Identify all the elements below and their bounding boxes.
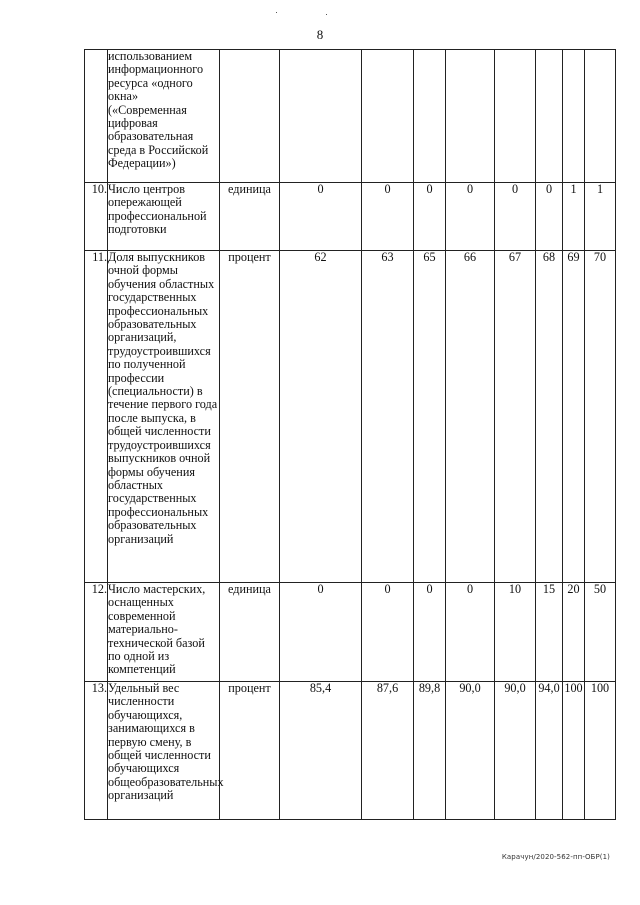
value-cell: 1 — [585, 183, 616, 251]
scan-speck — [276, 12, 277, 13]
value-cell: 10 — [495, 583, 536, 682]
indicator-name: Число мастерских, оснащенных современной материально-технической базой по одной из компетенций — [108, 583, 220, 682]
value-cell: 69 — [563, 251, 585, 583]
value-cell: 94,0 — [536, 682, 563, 820]
value-cell — [495, 50, 536, 183]
unit-cell: единица — [220, 583, 280, 682]
value-cell: 87,6 — [362, 682, 414, 820]
value-cell: 0 — [414, 583, 446, 682]
row-number — [85, 50, 108, 183]
value-cell: 0 — [446, 583, 495, 682]
value-cell — [563, 50, 585, 183]
value-cell — [536, 50, 563, 183]
scan-speck — [326, 14, 327, 15]
value-cell: 0 — [280, 583, 362, 682]
unit-cell: процент — [220, 251, 280, 583]
row-number: 10. — [85, 183, 108, 251]
value-cell — [414, 50, 446, 183]
indicator-name: Число центров опережающей профессиональной подготовки — [108, 183, 220, 251]
unit-cell — [220, 50, 280, 183]
value-cell: 65 — [414, 251, 446, 583]
value-cell: 0 — [536, 183, 563, 251]
value-cell: 68 — [536, 251, 563, 583]
value-cell: 0 — [280, 183, 362, 251]
table-row — [85, 50, 616, 183]
value-cell — [585, 50, 616, 183]
value-cell: 0 — [362, 183, 414, 251]
value-cell: 100 — [585, 682, 616, 820]
value-cell: 20 — [563, 583, 585, 682]
indicator-name: Удельный вес численности обучающихся, занимающихся в первую смену, в общей численности обучающихся общеобразовательных организаций — [108, 682, 220, 820]
indicator-name: Доля выпускников очной формы обучения областных государственных профессиональных образовательных организаций, трудоустроившихся по полученной профессии (специальности) в течение первого года после выпуска, в общей численности трудоустроившихся выпускников очной формы обучения областных государственных профессиональных образовательных организаций — [108, 251, 220, 583]
table-row — [85, 583, 616, 682]
value-cell: 67 — [495, 251, 536, 583]
value-cell — [362, 50, 414, 183]
value-cell — [446, 50, 495, 183]
row-number: 11. — [85, 251, 108, 583]
row-number: 12. — [85, 583, 108, 682]
page-number: 8 — [316, 27, 324, 42]
unit-cell: процент — [220, 682, 280, 820]
value-cell: 70 — [585, 251, 616, 583]
value-cell: 90,0 — [495, 682, 536, 820]
value-cell: 63 — [362, 251, 414, 583]
table-row — [85, 251, 616, 583]
value-cell: 0 — [362, 583, 414, 682]
value-cell: 100 — [563, 682, 585, 820]
value-cell: 62 — [280, 251, 362, 583]
value-cell: 0 — [495, 183, 536, 251]
value-cell: 85,4 — [280, 682, 362, 820]
table-row — [85, 682, 616, 820]
unit-cell: единица — [220, 183, 280, 251]
value-cell: 0 — [446, 183, 495, 251]
value-cell: 0 — [414, 183, 446, 251]
value-cell: 90,0 — [446, 682, 495, 820]
document-footer-code: Карачун/2020-562-пп-ОБР(1) — [501, 853, 610, 861]
row-number: 13. — [85, 682, 108, 820]
value-cell: 50 — [585, 583, 616, 682]
value-cell: 1 — [563, 183, 585, 251]
indicator-name: использованием информационного ресурса «одного окна» («Современная цифровая образовательная среда в Российской Федерации») — [108, 50, 220, 183]
value-cell: 66 — [446, 251, 495, 583]
indicators-table — [84, 49, 616, 820]
table-row — [85, 183, 616, 251]
value-cell: 15 — [536, 583, 563, 682]
value-cell: 89,8 — [414, 682, 446, 820]
value-cell — [280, 50, 362, 183]
